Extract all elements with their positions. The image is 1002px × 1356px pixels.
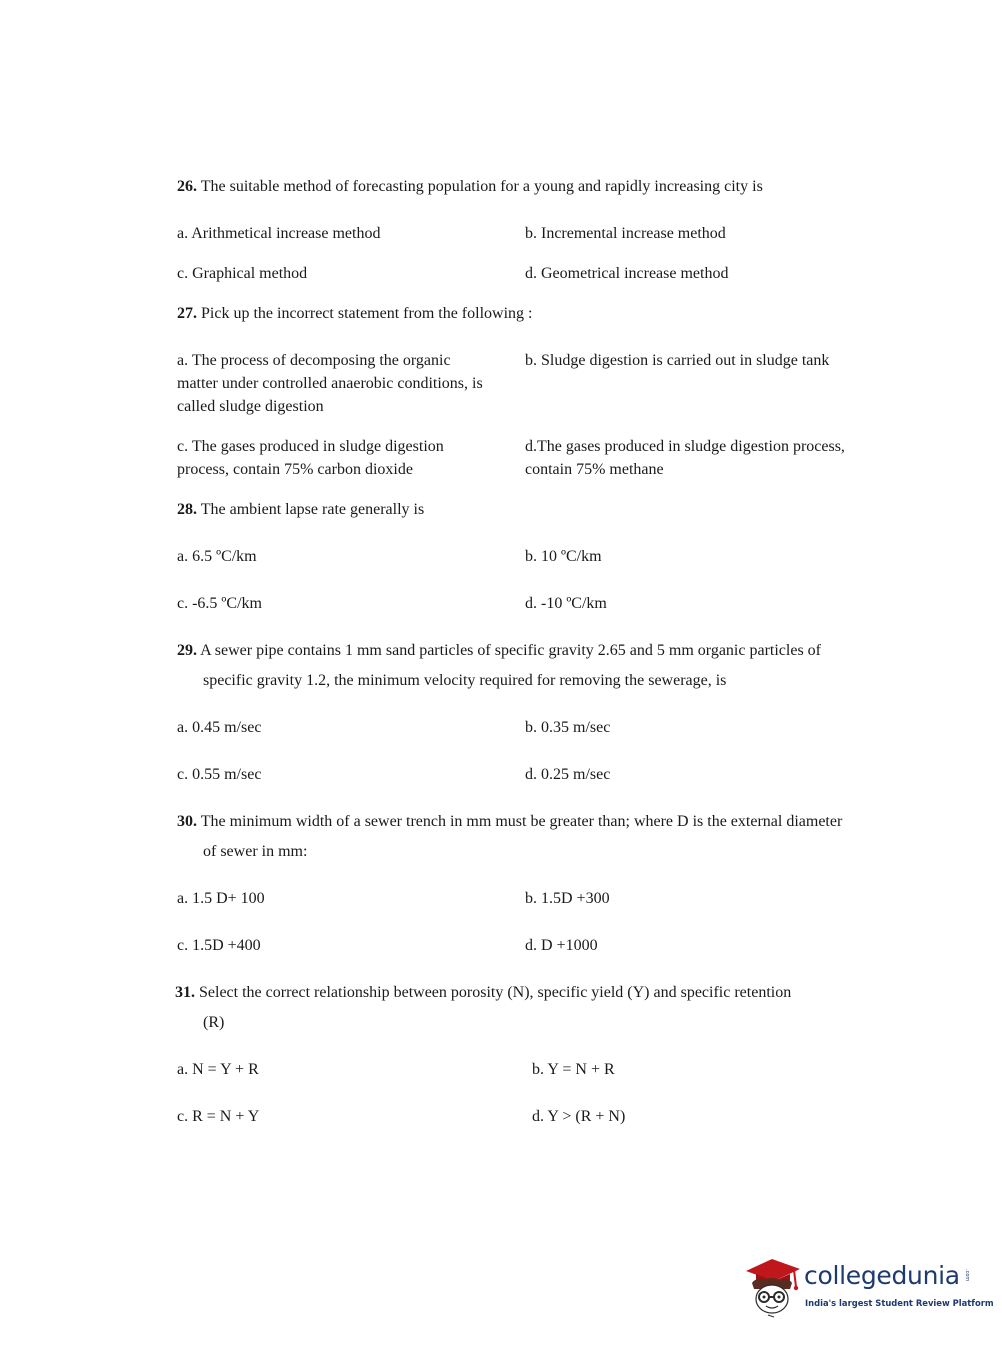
mascot-icon bbox=[742, 1249, 804, 1319]
question-text: The suitable method of forecasting population for a young and rapidly increasing city is bbox=[200, 178, 763, 195]
option-c: c. 1.5D +400 bbox=[177, 937, 261, 954]
collegedunia-logo[interactable] bbox=[742, 1249, 994, 1319]
question-29-stem-line-1 bbox=[177, 639, 821, 662]
option-a: a. 6.5 ºC/km bbox=[177, 548, 257, 565]
question-29-stem-line-2: specific gravity 1.2, the minimum velocity required for removing the sewerage, is bbox=[203, 672, 727, 689]
question-30-stem-line-1 bbox=[177, 810, 842, 833]
option-a-line-1: a. The process of decomposing the organic bbox=[177, 352, 451, 369]
logo-tagline: India's largest Student Review Platform bbox=[805, 1298, 994, 1308]
question-31-stem-line-1 bbox=[175, 981, 791, 1004]
question-text: Pick up the incorrect statement from the following : bbox=[201, 305, 533, 322]
question-27-stem bbox=[177, 302, 532, 325]
option-b: b. 1.5D +300 bbox=[525, 890, 610, 907]
option-c: c. R = N + Y bbox=[177, 1108, 260, 1125]
option-b: b. 0.35 m/sec bbox=[525, 719, 611, 736]
question-text: The ambient lapse rate generally is bbox=[200, 501, 425, 518]
question-number: 31. bbox=[175, 984, 195, 1001]
option-b: b. Sludge digestion is carried out in sludge tank bbox=[525, 352, 830, 369]
question-text: A sewer pipe contains 1 mm sand particles of specific gravity 2.65 and 5 mm organic particles of bbox=[200, 642, 821, 659]
question-28-stem bbox=[177, 498, 424, 521]
option-d-line-2: contain 75% methane bbox=[525, 461, 664, 478]
question-number: 29. bbox=[177, 642, 197, 659]
question-number: 28. bbox=[177, 501, 197, 518]
logo-wordmark: collegedunia bbox=[804, 1261, 960, 1290]
option-a: a. Arithmetical increase method bbox=[177, 225, 381, 242]
option-d: d. -10 ºC/km bbox=[525, 595, 607, 612]
option-b: b. 10 ºC/km bbox=[525, 548, 602, 565]
question-number: 30. bbox=[177, 813, 197, 830]
question-26-stem bbox=[177, 175, 763, 198]
question-text: Select the correct relationship between porosity (N), specific yield (Y) and specific retention bbox=[199, 984, 792, 1001]
question-text: The minimum width of a sewer trench in mm must be greater than; where D is the external diameter bbox=[200, 813, 843, 830]
option-d: d. Y > (R + N) bbox=[532, 1108, 626, 1125]
option-c-line-1: c. The gases produced in sludge digestion bbox=[177, 438, 444, 455]
option-c: c. Graphical method bbox=[177, 265, 308, 282]
option-c: c. -6.5 ºC/km bbox=[177, 595, 262, 612]
option-c: c. 0.55 m/sec bbox=[177, 766, 262, 783]
option-b: b. Incremental increase method bbox=[525, 225, 726, 242]
option-b: b. Y = N + R bbox=[532, 1061, 615, 1078]
option-a: a. 0.45 m/sec bbox=[177, 719, 262, 736]
option-d: d. 0.25 m/sec bbox=[525, 766, 611, 783]
option-a-line-3: called sludge digestion bbox=[177, 398, 324, 415]
option-a: a. 1.5 D+ 100 bbox=[177, 890, 265, 907]
question-number: 26. bbox=[177, 178, 197, 195]
option-d: d. D +1000 bbox=[525, 937, 598, 954]
question-31-stem-line-2: (R) bbox=[203, 1014, 225, 1031]
option-a-line-2: matter under controlled anaerobic conditions, is bbox=[177, 375, 483, 392]
question-30-stem-line-2: of sewer in mm: bbox=[203, 843, 308, 860]
option-d-line-1: d.The gases produced in sludge digestion process, bbox=[525, 438, 845, 455]
option-c-line-2: process, contain 75% carbon dioxide bbox=[177, 461, 413, 478]
question-number: 27. bbox=[177, 305, 197, 322]
option-a: a. N = Y + R bbox=[177, 1061, 259, 1078]
option-d: d. Geometrical increase method bbox=[525, 265, 729, 282]
logo-domain-suffix: .com bbox=[964, 1269, 970, 1282]
